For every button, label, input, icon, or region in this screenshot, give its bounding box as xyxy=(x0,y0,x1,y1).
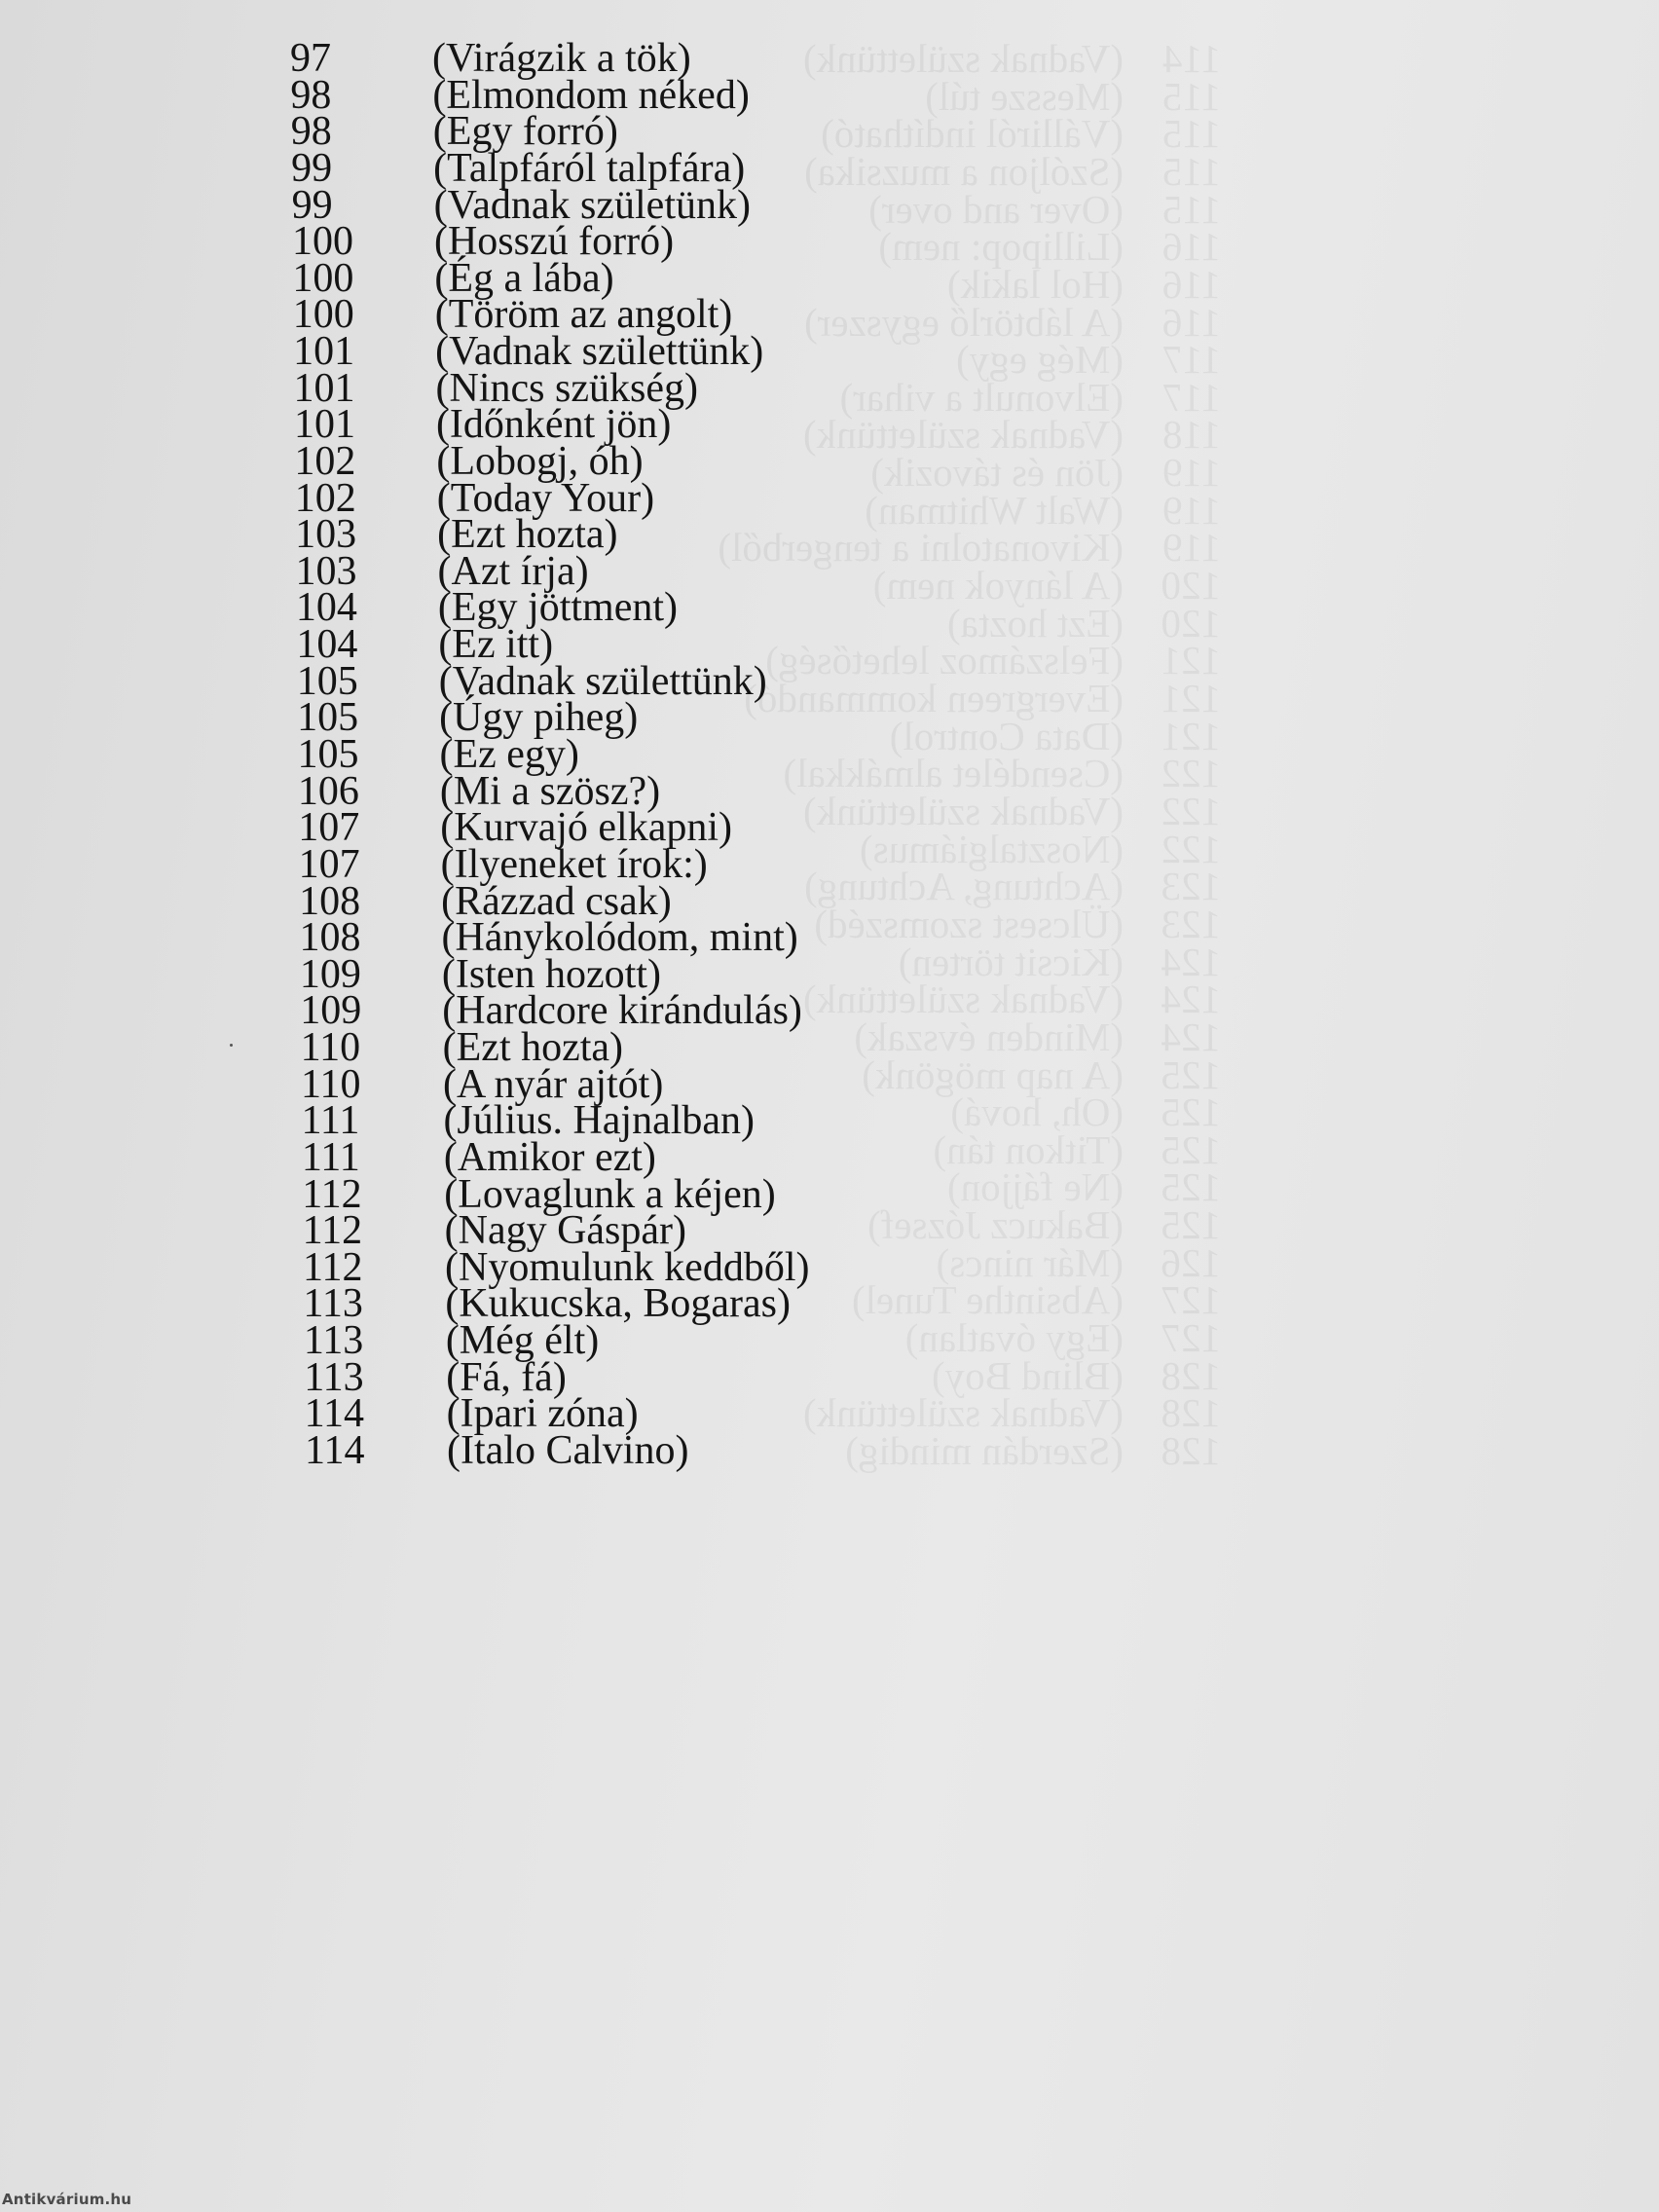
show-through-page-number: 126 xyxy=(1161,1239,1221,1285)
toc-page-number: 104 xyxy=(295,585,357,631)
toc-page-number: 99 xyxy=(291,182,333,228)
toc-page-number: 100 xyxy=(291,219,353,265)
show-through-page-number: 117 xyxy=(1162,337,1221,383)
toc-page-number: 113 xyxy=(304,1354,364,1400)
toc-page-number: 100 xyxy=(292,292,354,338)
show-through-title: (Lillipop: nem) xyxy=(878,224,1124,270)
show-through-title: (Absinthe Tunel) xyxy=(851,1277,1124,1323)
show-through-page-number: 116 xyxy=(1162,299,1221,345)
show-through-page-number: 127 xyxy=(1161,1277,1221,1323)
toc-page-number: 111 xyxy=(301,1098,360,1144)
toc-page-number: 103 xyxy=(295,548,357,594)
show-through-page-number: 116 xyxy=(1162,261,1221,307)
show-through-page-number: 125 xyxy=(1161,1126,1221,1172)
show-through-title: (Ülcsest szomszéd) xyxy=(814,901,1124,946)
toc-title: (Virágzik a tök) xyxy=(432,36,691,81)
toc-page-number: 108 xyxy=(299,915,361,961)
toc-page-number: 111 xyxy=(301,1134,360,1180)
watermark-text: Antikvárium.hu xyxy=(2,2191,132,2208)
toc-title: (Úgy piheg) xyxy=(439,695,639,741)
toc-page-number: 103 xyxy=(295,512,357,558)
show-through-page-number: 115 xyxy=(1162,186,1221,232)
toc-title: (Talpfáról talpfára) xyxy=(433,145,746,191)
toc-title: (Elmondom néked) xyxy=(432,72,750,118)
show-through-title: (Vadnak születtünk) xyxy=(802,788,1124,833)
show-through-title: (Messze túl) xyxy=(925,73,1124,119)
show-through-title: (Bakucz József) xyxy=(867,1202,1124,1248)
show-through-title: (Kivonatolni a tengerből) xyxy=(718,525,1124,571)
dust-speck xyxy=(230,1044,233,1047)
show-through-title: (Még egy) xyxy=(956,337,1124,383)
show-through-page-number: 117 xyxy=(1162,374,1221,420)
toc-title: (Egy jöttment) xyxy=(437,585,679,631)
toc-page-number: 100 xyxy=(292,255,354,301)
toc-page-number: 105 xyxy=(296,658,358,704)
show-through-title: (Minden évszak) xyxy=(854,1014,1124,1059)
show-through-title: (Titkon tán) xyxy=(933,1126,1124,1172)
show-through-title: (Over and over) xyxy=(868,186,1124,232)
toc-page-number: 107 xyxy=(298,805,360,851)
show-through-page-number: 114 xyxy=(1162,36,1221,81)
show-through-title: (Egy óvatlan) xyxy=(904,1315,1124,1361)
show-through-page-number: 127 xyxy=(1161,1315,1221,1361)
show-through-title: (Data Control) xyxy=(889,713,1124,758)
toc-page-number: 105 xyxy=(297,695,359,741)
show-through-title: (Ezt hozta) xyxy=(947,600,1124,645)
show-through-page-number: 118 xyxy=(1162,412,1221,458)
toc-title: (Időnként jön) xyxy=(435,402,672,448)
show-through-title: (Vadnak születtünk) xyxy=(802,1390,1124,1436)
toc-title: (Vadnak születtünk) xyxy=(438,658,767,704)
toc-page-number: 102 xyxy=(294,438,356,484)
show-through-page-number: 121 xyxy=(1161,676,1221,721)
toc-page-number: 112 xyxy=(303,1244,363,1290)
toc-page-number: 101 xyxy=(293,365,355,411)
show-through-title: (Már nincs) xyxy=(936,1239,1124,1285)
show-through-title: (Csendélet almákkal) xyxy=(783,751,1124,796)
show-through-page-number: 119 xyxy=(1162,487,1221,533)
toc-page-number: 101 xyxy=(293,329,355,375)
show-through-title: (A nap mögönk) xyxy=(862,1051,1124,1097)
show-through-page-number: 128 xyxy=(1161,1428,1221,1473)
toc-page-number: 113 xyxy=(303,1281,363,1327)
show-through-title: (Hol lakik) xyxy=(946,261,1124,307)
show-through-page-number: 125 xyxy=(1161,1202,1221,1248)
toc-title: (Vadnak születtünk) xyxy=(435,329,764,375)
show-through-title: (Achtung, Achtung) xyxy=(804,864,1124,909)
toc-title: (Azt írja) xyxy=(437,548,589,594)
show-through-title: (Válliról indítható) xyxy=(821,111,1124,157)
show-through-title: (Oh, hová) xyxy=(950,1089,1124,1135)
toc-page-number: 101 xyxy=(293,402,355,448)
show-through-page-number: 128 xyxy=(1161,1352,1221,1398)
show-through-page-number: 116 xyxy=(1162,224,1221,270)
toc-page-number: 110 xyxy=(300,1025,361,1071)
toc-title: (Isten hozott) xyxy=(441,951,661,997)
toc-title: (Ég a lába) xyxy=(434,255,614,301)
toc-page-number: 104 xyxy=(296,622,358,668)
toc-title: (Ipari zóna) xyxy=(446,1391,639,1437)
show-through-title: (Vadnak születtünk) xyxy=(802,36,1124,81)
show-through-title: (Nosztalgiámus) xyxy=(860,826,1124,871)
show-through-title: (Vadnak születtünk) xyxy=(802,977,1124,1022)
toc-page-number: 112 xyxy=(302,1208,363,1254)
toc-title: (Mi a szösz?) xyxy=(439,768,661,814)
toc-title: (Ez itt) xyxy=(438,622,554,668)
toc-title: (Fá, fá) xyxy=(446,1354,567,1400)
toc-title: (Ezt hozta) xyxy=(442,1025,624,1071)
toc-title: (Egy forró) xyxy=(432,109,618,155)
toc-title: (Hardcore kirándulás) xyxy=(442,988,802,1034)
toc-page-number: 105 xyxy=(297,732,359,777)
toc-title: (Today Your) xyxy=(436,475,655,521)
toc-title: (Vadnak születünk) xyxy=(433,182,751,228)
show-through-page-number: 122 xyxy=(1161,788,1221,833)
show-through-title: (Vadnak születtünk) xyxy=(802,412,1124,458)
show-through-title: (Kicsit törten) xyxy=(898,939,1124,984)
toc-title: (Amikor ezt) xyxy=(443,1134,656,1180)
show-through-page-number: 121 xyxy=(1161,713,1221,758)
toc-page-number: 110 xyxy=(301,1061,361,1107)
show-through-title: (Blind Boy) xyxy=(931,1352,1124,1398)
toc-page-number: 98 xyxy=(290,109,332,155)
show-through-title: (Ne fájjon) xyxy=(947,1164,1124,1210)
show-through-title: (Felszámoz lehetőség) xyxy=(765,638,1124,683)
show-through-title: (Szerdán mindig) xyxy=(845,1428,1124,1473)
toc-page-number: 99 xyxy=(291,145,333,191)
toc-page-number: 108 xyxy=(299,878,361,924)
toc-page-number: 112 xyxy=(302,1171,362,1217)
toc-title: (Ilyeneket írok:) xyxy=(440,841,708,887)
toc-page-number: 102 xyxy=(294,475,356,521)
show-through-title: (Evergreen kommandó) xyxy=(744,676,1124,721)
show-through-page-number: 115 xyxy=(1162,148,1221,194)
show-through-page-number: 120 xyxy=(1161,563,1221,608)
toc-page-number: 114 xyxy=(305,1428,365,1473)
toc-title: (Lovaglunk a kéjen) xyxy=(444,1171,776,1217)
toc-page-number: 97 xyxy=(290,36,331,81)
show-through-title: (Walt Whitman) xyxy=(865,487,1124,533)
toc-title: (Hánykolódom, mint) xyxy=(441,915,798,961)
show-through-page-number: 121 xyxy=(1161,638,1221,683)
toc-page-number: 109 xyxy=(300,988,362,1034)
show-through-title: (Jön és távozik) xyxy=(870,450,1124,496)
toc-title: (Kurvajó elkapni) xyxy=(440,805,733,851)
show-through-page-number: 124 xyxy=(1161,977,1221,1022)
toc-page-number: 98 xyxy=(290,72,332,118)
toc-title: (Lobogj, óh) xyxy=(436,438,644,484)
toc-title: (A nyár ajtót) xyxy=(443,1061,664,1107)
show-through-page-number: 122 xyxy=(1161,826,1221,871)
toc-title: (Italo Calvino) xyxy=(447,1428,689,1473)
toc-title: (Nincs szükség) xyxy=(435,365,698,411)
show-through-page-number: 115 xyxy=(1162,73,1221,119)
show-through-page-number: 125 xyxy=(1161,1164,1221,1210)
toc-title: (Töröm az angolt) xyxy=(434,292,733,338)
toc-page-number: 106 xyxy=(297,768,359,814)
toc-title: (Ez egy) xyxy=(439,732,579,777)
show-through-title: (A lábtörlő egyszer) xyxy=(804,299,1124,345)
toc-title: (Hosszú forró) xyxy=(433,219,675,265)
toc-title: (Kukucska, Bogaras) xyxy=(445,1281,791,1327)
toc-title: (Ezt hozta) xyxy=(437,512,618,558)
show-through-page-number: 122 xyxy=(1161,751,1221,796)
show-through-page-number: 128 xyxy=(1161,1390,1221,1436)
toc-page-number: 109 xyxy=(299,951,361,997)
show-through-page-number: 124 xyxy=(1161,1014,1221,1059)
show-through-page-number: 120 xyxy=(1161,600,1221,645)
show-through-page-number: 123 xyxy=(1161,901,1221,946)
show-through-page-number: 125 xyxy=(1161,1089,1221,1135)
toc-title: (Nyomulunk keddből) xyxy=(445,1244,810,1290)
toc-title: (Még élt) xyxy=(445,1318,600,1364)
show-through-title: (Elvonult a vihar) xyxy=(839,374,1124,420)
toc-page-number: 113 xyxy=(303,1318,364,1364)
show-through-page-number: 115 xyxy=(1162,111,1221,157)
toc-page-number: 107 xyxy=(298,841,360,887)
toc-title: (Rázzad csak) xyxy=(441,878,672,924)
show-through-page-number: 119 xyxy=(1162,450,1221,496)
toc-title: (Július. Hajnalban) xyxy=(443,1098,756,1144)
show-through-title: (Szóljon a muzsika) xyxy=(804,148,1124,194)
show-through-page-number: 119 xyxy=(1162,525,1221,571)
show-through-page-number: 123 xyxy=(1161,864,1221,909)
toc-title: (Nagy Gáspár) xyxy=(444,1208,687,1254)
show-through-title: (A lányok nem) xyxy=(872,563,1124,608)
show-through-page-number: 125 xyxy=(1161,1051,1221,1097)
toc-page-number: 114 xyxy=(304,1391,365,1437)
show-through-page-number: 124 xyxy=(1161,939,1221,984)
